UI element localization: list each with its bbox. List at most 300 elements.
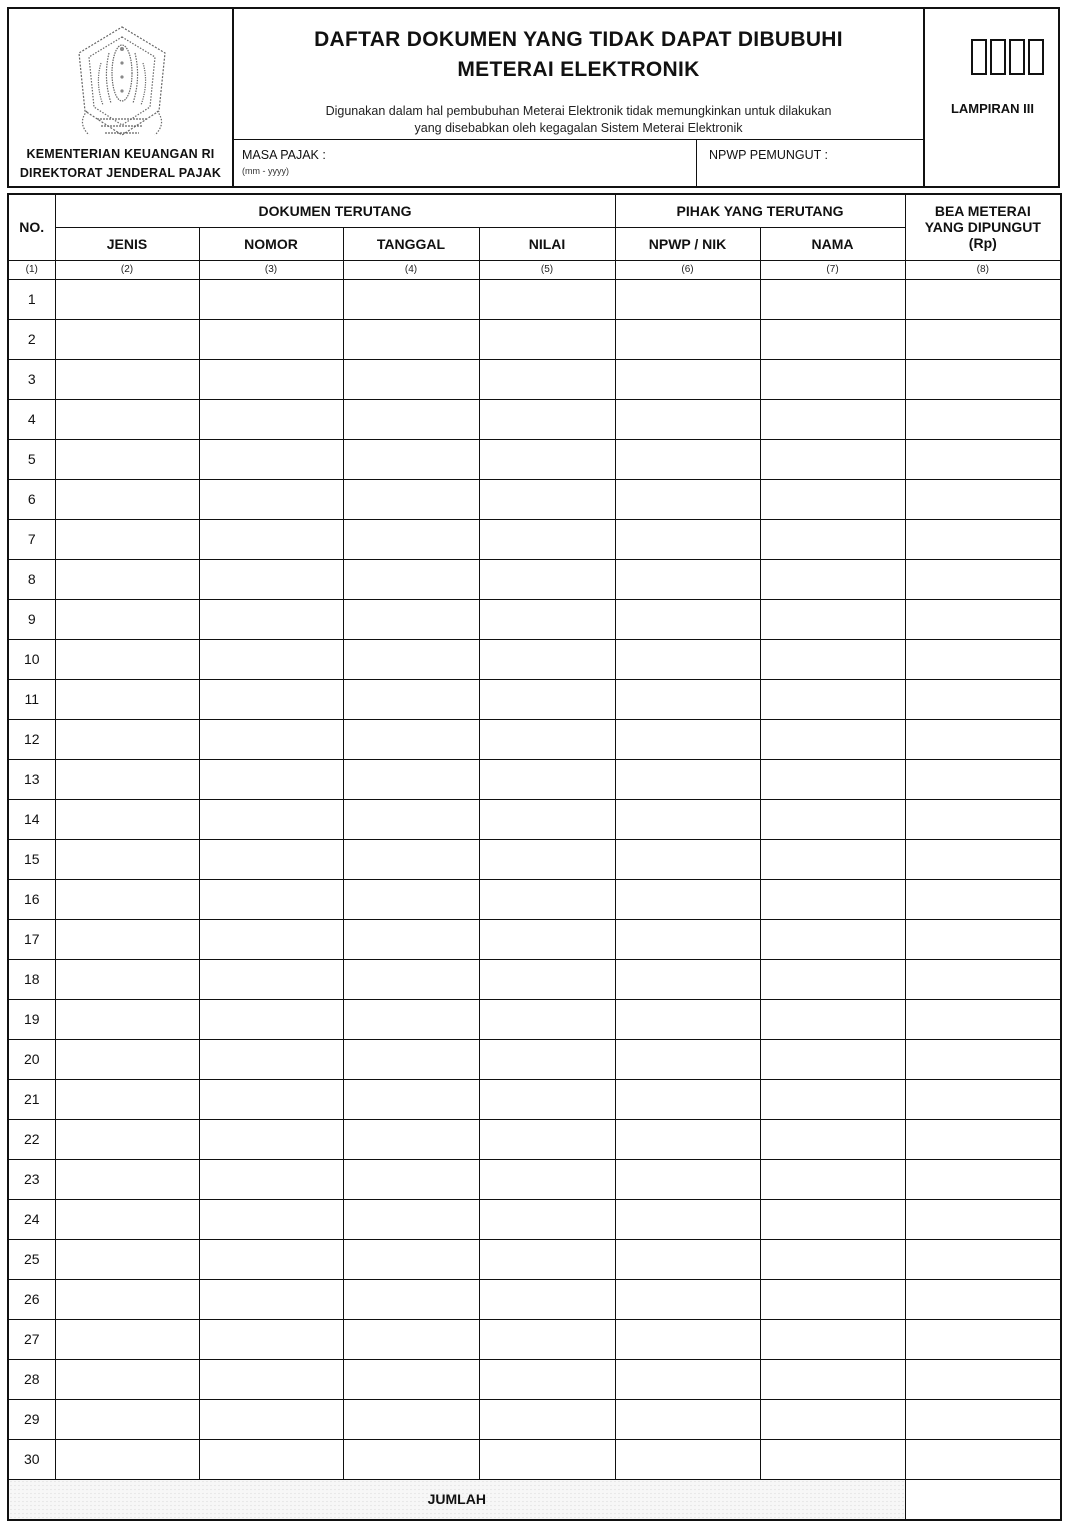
tanggal-cell[interactable] [343,439,479,479]
row-number: 29 [8,1399,55,1439]
bea-line1: BEA METERAI [934,203,1031,220]
form-header [7,7,1060,188]
bea-meterai-cell[interactable] [905,1399,1061,1439]
nama-cell[interactable] [760,1279,905,1319]
table-row [8,479,1061,519]
nomor-cell[interactable] [199,1039,343,1079]
nama-cell[interactable] [760,1399,905,1439]
bea-meterai-cell[interactable] [905,1319,1061,1359]
bea-meterai-cell[interactable] [905,599,1061,639]
bea-meterai-cell[interactable] [905,639,1061,679]
bea-meterai-cell[interactable] [905,519,1061,559]
nilai-cell[interactable] [479,919,615,959]
nomor-cell[interactable] [199,959,343,999]
bea-meterai-cell[interactable] [905,959,1061,999]
row-number: 1 [8,279,55,319]
nilai-cell[interactable] [479,1159,615,1199]
table-row [8,919,1061,959]
nama-cell[interactable] [760,359,905,399]
total-value-cell[interactable] [905,1479,1061,1520]
table-row [8,719,1061,759]
npwp-nik-cell[interactable] [615,679,760,719]
tanggal-cell[interactable] [343,759,479,799]
nomor-cell[interactable] [199,1119,343,1159]
nilai-cell[interactable] [479,1359,615,1399]
nama-cell[interactable] [760,1239,905,1279]
nama-cell[interactable] [760,919,905,959]
bea-meterai-cell[interactable] [905,1119,1061,1159]
nomor-cell[interactable] [199,359,343,399]
table-body [8,279,1061,1479]
nilai-cell[interactable] [479,679,615,719]
jenis-cell[interactable] [55,439,199,479]
tanggal-cell[interactable] [343,1039,479,1079]
nomor-cell[interactable] [199,319,343,359]
tanggal-cell[interactable] [343,1239,479,1279]
masa-pajak-format: (mm - yyyy) [242,166,289,176]
tanggal-cell[interactable] [343,1279,479,1319]
row-number: 14 [8,799,55,839]
npwp-nik-cell[interactable] [615,919,760,959]
tanggal-cell[interactable] [343,319,479,359]
nilai-cell[interactable] [479,719,615,759]
nama-cell[interactable] [760,1039,905,1079]
nama-cell[interactable] [760,1199,905,1239]
tanggal-cell[interactable] [343,1079,479,1119]
jenis-cell[interactable] [55,599,199,639]
npwp-nik-cell[interactable] [615,959,760,999]
jenis-cell[interactable] [55,959,199,999]
npwp-nik-cell[interactable] [615,1039,760,1079]
nama-cell[interactable] [760,559,905,599]
nomor-cell[interactable] [199,479,343,519]
tanggal-cell[interactable] [343,559,479,599]
row-number: 13 [8,759,55,799]
npwp-nik-cell[interactable] [615,1319,760,1359]
table-row [8,439,1061,479]
nomor-cell[interactable] [199,519,343,559]
nilai-cell[interactable] [479,799,615,839]
tanggal-cell[interactable] [343,959,479,999]
lampiran-block [923,9,1060,186]
nilai-cell[interactable] [479,759,615,799]
nilai-cell[interactable] [479,519,615,559]
jenis-cell[interactable] [55,999,199,1039]
bea-meterai-cell[interactable] [905,1239,1061,1279]
document-list-table [7,193,1062,1521]
bea-meterai-cell[interactable] [905,319,1061,359]
nomor-cell[interactable] [199,1279,343,1319]
jenis-cell[interactable] [55,1119,199,1159]
nilai-cell[interactable] [479,1199,615,1239]
nomor-cell[interactable] [199,839,343,879]
jenis-cell[interactable] [55,399,199,439]
nilai-cell[interactable] [479,839,615,879]
npwp-nik-cell[interactable] [615,399,760,439]
tanggal-cell[interactable] [343,359,479,399]
row-number: 5 [8,439,55,479]
jenis-cell[interactable] [55,719,199,759]
nilai-cell[interactable] [479,439,615,479]
nama-cell[interactable] [760,479,905,519]
row-number: 12 [8,719,55,759]
tanggal-cell[interactable] [343,399,479,439]
nama-cell[interactable] [760,959,905,999]
jenis-cell[interactable] [55,1359,199,1399]
column-number: (5) [479,260,615,279]
bea-meterai-cell[interactable] [905,1039,1061,1079]
nilai-cell[interactable] [479,319,615,359]
table-row [8,1159,1061,1199]
col-tanggal-header: TANGGAL [343,227,479,260]
nomor-cell[interactable] [199,879,343,919]
nomor-cell[interactable] [199,1319,343,1359]
ministry-name: KEMENTERIAN KEUANGAN RI [26,147,215,161]
bea-meterai-cell[interactable] [905,479,1061,519]
npwp-nik-cell[interactable] [615,319,760,359]
npwp-nik-cell[interactable] [615,879,760,919]
table-row [8,759,1061,799]
jenis-cell[interactable] [55,519,199,559]
table-row [8,599,1061,639]
form-subtitle-line2: yang disebabkan oleh kegagalan Sistem Meterai Elektronik [414,121,743,135]
nama-cell[interactable] [760,439,905,479]
row-number: 25 [8,1239,55,1279]
jenis-cell[interactable] [55,1399,199,1439]
row-number: 6 [8,479,55,519]
npwp-nik-cell[interactable] [615,599,760,639]
jenis-cell[interactable] [55,1239,199,1279]
nama-cell[interactable] [760,599,905,639]
npwp-nik-cell[interactable] [615,279,760,319]
row-number: 20 [8,1039,55,1079]
nomor-cell[interactable] [199,1359,343,1399]
table-row [8,279,1061,319]
table-row [8,959,1061,999]
npwp-nik-cell[interactable] [615,839,760,879]
table-row [8,399,1061,439]
npwp-nik-cell[interactable] [615,799,760,839]
npwp-pemungut-label: NPWP PEMUNGUT : [709,148,828,162]
bea-meterai-cell[interactable] [905,839,1061,879]
tanggal-cell[interactable] [343,479,479,519]
form-code-boxes[interactable] [971,39,1044,75]
nama-cell[interactable] [760,1439,905,1479]
nilai-cell[interactable] [479,479,615,519]
tanggal-cell[interactable] [343,1199,479,1239]
bea-meterai-cell[interactable] [905,279,1061,319]
bea-meterai-cell[interactable] [905,1199,1061,1239]
nama-cell[interactable] [760,399,905,439]
nomor-cell[interactable] [199,1439,343,1479]
bea-meterai-cell[interactable] [905,439,1061,479]
nilai-cell[interactable] [479,1039,615,1079]
nilai-cell[interactable] [479,1079,615,1119]
npwp-nik-cell[interactable] [615,759,760,799]
npwp-nik-cell[interactable] [615,1359,760,1399]
nama-cell[interactable] [760,879,905,919]
tanggal-cell[interactable] [343,279,479,319]
column-number-row [8,260,1061,279]
column-number: (8) [905,260,1061,279]
tanggal-cell[interactable] [343,1159,479,1199]
nama-cell[interactable] [760,319,905,359]
nama-cell[interactable] [760,639,905,679]
nomor-cell[interactable] [199,599,343,639]
jenis-cell[interactable] [55,919,199,959]
row-number: 8 [8,559,55,599]
nilai-cell[interactable] [479,1279,615,1319]
nomor-cell[interactable] [199,1199,343,1239]
bea-meterai-cell[interactable] [905,759,1061,799]
row-number: 16 [8,879,55,919]
bea-meterai-cell[interactable] [905,799,1061,839]
nama-cell[interactable] [760,799,905,839]
jenis-cell[interactable] [55,559,199,599]
npwp-nik-cell[interactable] [615,519,760,559]
jenis-cell[interactable] [55,1279,199,1319]
nomor-cell[interactable] [199,719,343,759]
jenis-cell[interactable] [55,639,199,679]
nomor-cell[interactable] [199,399,343,439]
row-number: 26 [8,1279,55,1319]
npwp-nik-cell[interactable] [615,1079,760,1119]
nomor-cell[interactable] [199,799,343,839]
nilai-cell[interactable] [479,639,615,679]
column-number: (6) [615,260,760,279]
column-number: (1) [8,260,55,279]
nilai-cell[interactable] [479,279,615,319]
jenis-cell[interactable] [55,359,199,399]
code-box[interactable] [971,39,987,75]
nomor-cell[interactable] [199,679,343,719]
jenis-cell[interactable] [55,279,199,319]
npwp-nik-cell[interactable] [615,1439,760,1479]
nama-cell[interactable] [760,759,905,799]
table-row [8,519,1061,559]
row-number: 23 [8,1159,55,1199]
tanggal-cell[interactable] [343,599,479,639]
total-label: JUMLAH [8,1479,905,1520]
nomor-cell[interactable] [199,999,343,1039]
nilai-cell[interactable] [479,559,615,599]
npwp-nik-cell[interactable] [615,1279,760,1319]
nama-cell[interactable] [760,519,905,559]
nilai-cell[interactable] [479,999,615,1039]
tanggal-cell[interactable] [343,639,479,679]
bea-meterai-cell[interactable] [905,719,1061,759]
tanggal-cell[interactable] [343,679,479,719]
col-npwp-nik-header: NPWP / NIK [615,227,760,260]
nilai-cell[interactable] [479,879,615,919]
col-jenis-header: JENIS [55,227,199,260]
row-number: 7 [8,519,55,559]
ministry-emblem-icon [67,23,177,143]
tanggal-cell[interactable] [343,719,479,759]
table-row [8,1239,1061,1279]
nomor-cell[interactable] [199,639,343,679]
group-dokumen-terutang: DOKUMEN TERUTANG [55,194,615,227]
nomor-cell[interactable] [199,1239,343,1279]
tanggal-cell[interactable] [343,799,479,839]
bea-meterai-cell[interactable] [905,399,1061,439]
row-number: 17 [8,919,55,959]
column-number: (2) [55,260,199,279]
npwp-pemungut-field[interactable] [697,140,923,186]
tanggal-cell[interactable] [343,1439,479,1479]
nilai-cell[interactable] [479,1239,615,1279]
masa-pajak-field[interactable] [234,140,697,186]
tanggal-cell[interactable] [343,999,479,1039]
table-row [8,1199,1061,1239]
nama-cell[interactable] [760,1119,905,1159]
row-number: 27 [8,1319,55,1359]
nilai-cell[interactable] [479,1399,615,1439]
jenis-cell[interactable] [55,479,199,519]
table-row [8,839,1061,879]
nomor-cell[interactable] [199,1399,343,1439]
tanggal-cell[interactable] [343,1319,479,1359]
npwp-nik-cell[interactable] [615,439,760,479]
tanggal-cell[interactable] [343,519,479,559]
nomor-cell[interactable] [199,759,343,799]
nilai-cell[interactable] [479,599,615,639]
tanggal-cell[interactable] [343,879,479,919]
code-box[interactable] [1009,39,1025,75]
jenis-cell[interactable] [55,1039,199,1079]
table-row [8,799,1061,839]
tanggal-cell[interactable] [343,919,479,959]
bea-line3: (Rp) [968,235,997,252]
nilai-cell[interactable] [479,1119,615,1159]
bea-meterai-cell[interactable] [905,559,1061,599]
nama-cell[interactable] [760,279,905,319]
npwp-nik-cell[interactable] [615,479,760,519]
row-number: 21 [8,1079,55,1119]
nilai-cell[interactable] [479,1439,615,1479]
nomor-cell[interactable] [199,439,343,479]
group-pihak-terutang: PIHAK YANG TERUTANG [615,194,905,227]
bea-meterai-cell[interactable] [905,1439,1061,1479]
table-row [8,1319,1061,1359]
jenis-cell[interactable] [55,1319,199,1359]
bea-meterai-cell[interactable] [905,1359,1061,1399]
nama-cell[interactable] [760,1359,905,1399]
jenis-cell[interactable] [55,799,199,839]
tanggal-cell[interactable] [343,839,479,879]
npwp-nik-cell[interactable] [615,1399,760,1439]
table-row [8,1399,1061,1439]
npwp-nik-cell[interactable] [615,1199,760,1239]
npwp-nik-cell[interactable] [615,999,760,1039]
form-subtitle-line1: Digunakan dalam hal pembubuhan Meterai Elektronik tidak memungkinkan untuk dilakukan [325,104,832,118]
table-row [8,999,1061,1039]
col-bea-meterai-header [905,194,1061,260]
bea-meterai-cell[interactable] [905,919,1061,959]
tanggal-cell[interactable] [343,1359,479,1399]
npwp-nik-cell[interactable] [615,639,760,679]
table-row [8,559,1061,599]
table-row [8,1039,1061,1079]
nama-cell[interactable] [760,679,905,719]
jenis-cell[interactable] [55,319,199,359]
table-row [8,639,1061,679]
bea-meterai-cell[interactable] [905,1159,1061,1199]
nomor-cell[interactable] [199,559,343,599]
row-number: 4 [8,399,55,439]
row-number: 30 [8,1439,55,1479]
jenis-cell[interactable] [55,1159,199,1199]
title-block [234,9,923,186]
nomor-cell[interactable] [199,919,343,959]
bea-meterai-cell[interactable] [905,359,1061,399]
column-number: (4) [343,260,479,279]
jenis-cell[interactable] [55,1199,199,1239]
npwp-nik-cell[interactable] [615,1159,760,1199]
table-row [8,879,1061,919]
npwp-nik-cell[interactable] [615,1239,760,1279]
nomor-cell[interactable] [199,1159,343,1199]
row-number: 2 [8,319,55,359]
lampiran-label: LAMPIRAN III [950,101,1035,116]
jenis-cell[interactable] [55,679,199,719]
nilai-cell[interactable] [479,1319,615,1359]
nilai-cell[interactable] [479,399,615,439]
nomor-cell[interactable] [199,1079,343,1119]
nama-cell[interactable] [760,999,905,1039]
row-number: 10 [8,639,55,679]
row-number: 11 [8,679,55,719]
npwp-nik-cell[interactable] [615,1119,760,1159]
nama-cell[interactable] [760,839,905,879]
col-nama-header: NAMA [760,227,905,260]
npwp-nik-cell[interactable] [615,559,760,599]
nilai-cell[interactable] [479,359,615,399]
jenis-cell[interactable] [55,839,199,879]
code-box[interactable] [990,39,1006,75]
bea-meterai-cell[interactable] [905,1279,1061,1319]
nama-cell[interactable] [760,1319,905,1359]
col-nilai-header: NILAI [479,227,615,260]
table-row [8,1079,1061,1119]
ministry-block [9,9,234,186]
bea-meterai-cell[interactable] [905,999,1061,1039]
jenis-cell[interactable] [55,1079,199,1119]
nama-cell[interactable] [760,1079,905,1119]
tanggal-cell[interactable] [343,1399,479,1439]
row-number: 24 [8,1199,55,1239]
npwp-nik-cell[interactable] [615,359,760,399]
table-row [8,1439,1061,1479]
jenis-cell[interactable] [55,879,199,919]
nama-cell[interactable] [760,1159,905,1199]
col-nomor-header: NOMOR [199,227,343,260]
column-number: (7) [760,260,905,279]
jenis-cell[interactable] [55,759,199,799]
nilai-cell[interactable] [479,959,615,999]
bea-meterai-cell[interactable] [905,679,1061,719]
bea-meterai-cell[interactable] [905,1079,1061,1119]
tanggal-cell[interactable] [343,1119,479,1159]
table-row [8,1359,1061,1399]
jenis-cell[interactable] [55,1439,199,1479]
table-row [8,1119,1061,1159]
code-box[interactable] [1028,39,1044,75]
bea-meterai-cell[interactable] [905,879,1061,919]
nomor-cell[interactable] [199,279,343,319]
nama-cell[interactable] [760,719,905,759]
npwp-nik-cell[interactable] [615,719,760,759]
